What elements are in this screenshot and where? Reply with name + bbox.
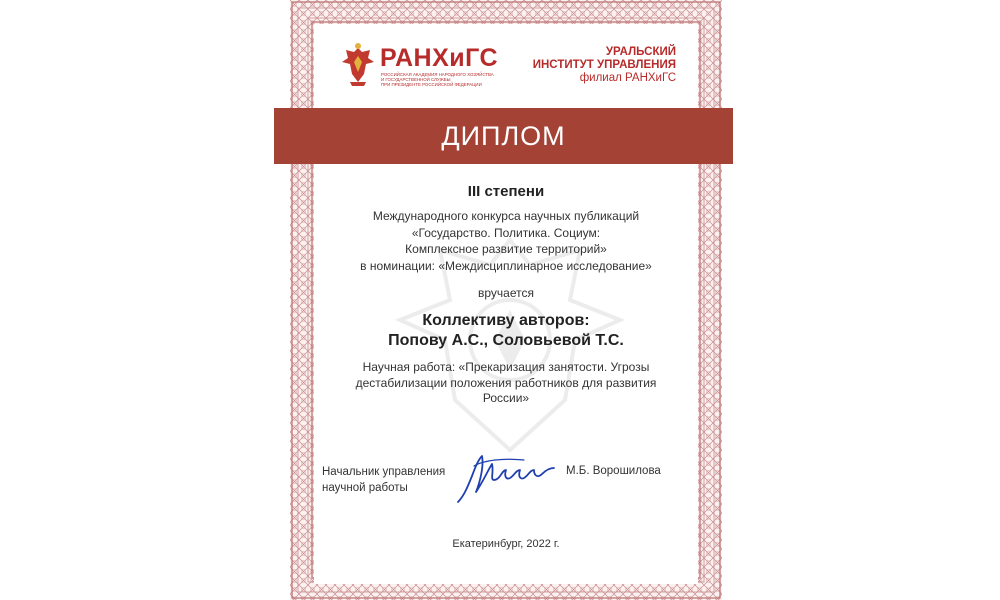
awarded-text: вручается (478, 286, 534, 300)
contest-description (320, 208, 692, 274)
recipient-line: Попову А.С., Соловьевой Т.С. (388, 332, 624, 349)
institute-line-2: ИНСТИТУТ УПРАВЛЕНИЯ (532, 59, 676, 71)
diploma-page (290, 0, 722, 600)
logo-abbreviation: РАНХиГС (380, 44, 499, 72)
signatory-role (322, 465, 472, 496)
research-work-title (320, 360, 692, 407)
contest-line: Комплексное развитие территорий» (405, 242, 607, 257)
degree-text: III степени (467, 183, 545, 200)
eagle-emblem-icon (340, 42, 376, 88)
ural-institute-logo (506, 46, 676, 85)
role-line: научной работы (322, 481, 408, 494)
contest-line: Международного конкурса научных публикаций (372, 209, 640, 223)
city-and-date: Екатеринбург, 2022 г. (452, 538, 560, 550)
role-line: Начальник управления (322, 466, 446, 478)
recipient-line: Коллективу авторов: (422, 312, 590, 329)
contest-line: в номинации: «Междисциплинарное исследование» (360, 258, 652, 273)
ranepa-logo (340, 42, 530, 90)
recipient (320, 311, 692, 351)
work-line: дестабилизации положения работников для развития (355, 375, 657, 390)
work-line: Научная работа: «Прекаризация занятости. Угрозы (362, 360, 650, 374)
work-line: России» (482, 391, 530, 405)
handwritten-signature (454, 446, 558, 508)
signatory-name: М.Б. Ворошилова (566, 465, 661, 477)
contest-line: «Государство. Политика. Социум: (411, 225, 601, 240)
diploma-title-banner: ДИПЛОМ (274, 108, 733, 164)
institute-line-1: УРАЛЬСКИЙ (605, 46, 676, 58)
logo-subtitle: РОССИЙСКАЯ АКАДЕМИЯ НАРОДНОГО ХОЗЯЙСТВА И ГОСУДАРСТВЕННОЙ СЛУЖБЫ ПРИ ПРЕЗИДЕНТЕ РОССИЙСКОЙ ФЕДЕРАЦИИ (381, 72, 494, 87)
institute-line-3: филиал РАНХиГС (579, 72, 676, 84)
